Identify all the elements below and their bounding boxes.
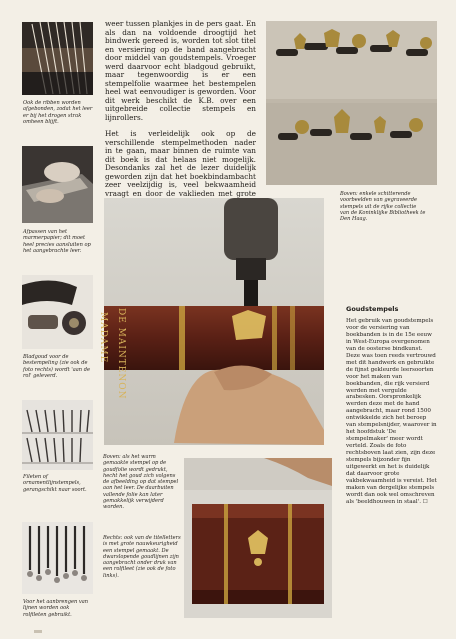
caption-gold-leaf: Bladgoud voor de bestempeling (zie ook de foto rechts) wordt 'aan de rol' geleverd. [23, 354, 90, 379]
sidebar-heading: Goudstempels [346, 305, 399, 313]
spine-title-line2: DE MAINTENON [116, 308, 126, 400]
photo-engraved-stamps-image [266, 21, 437, 185]
photo-fillet-tools-image [22, 400, 93, 470]
caption-middle: Boven: als het warm gemaakte stempel op de goudfolie wordt gedrukt, hecht het goud zich volgens de afbeelding op dat stempel aan het leer. De daarbuiten vallende folie kan later gemakkelijk verwijderd worden. [103, 454, 179, 511]
caption-bottom: Rechts: ook van de titelletters is met grote nauwkeurigheid een stempel gemaakt. De dwarslopende goudlijnen zijn aangebracht onder druk van een rolfileet (zie ook de foto links). [103, 535, 181, 579]
caption-marbled-paper: Afpassen van het marmerpapier; dit moet heel precies aansluiten op het aangebrachte leer. [23, 229, 91, 254]
photo-ribs-binding [22, 22, 93, 95]
photo-ribs-binding-image [22, 22, 93, 95]
paragraph-1: weer tussen plankjes in de pers gaat. En als dan na voldoende droogtijd het bindwerk gereed is, worden tot slot titel en versiering op de band aangebracht door middel van goudstempels. Vroeger werd daarvoor echt bladgoud gebruikt, maar tegenwoordig is er een stempelfolie waarmee het bestempelen heel wat eenvoudiger is geworden. Voor dit werk beschikt de K.B. over een uitgebreide collectie stempels en lijnrollers. [105, 19, 256, 122]
caption-fillets: Fileten of ornamentlijnstempels, gerangschikt naar soort. [23, 474, 87, 493]
caption-top-right: Boven: enkele schitterende voorbeelden van gegraveerde stempels uit de rijke collectie van de Koninklijke Bibliotheek te Den Haag. [340, 191, 426, 223]
photo-marbled-paper [22, 146, 93, 223]
photo-roll-fillets [22, 522, 93, 594]
caption-ribs: Ook de ribben worden afgebonden, zodat het leer er bij het drogen strak omheen blijft. [23, 100, 93, 125]
sidebar-text: Het gebruik van goudstempels voor de versiering van boekbanden is in de 15e eeuw in West-Europa overgenomen van de oosterse bindkunst. Deze was toen reeds vertrouwd met dit handwerk en gebruikte de fijnst gekleurde leersoorten voor het maken van boekbanden, die rijk versierd werden met vergulde arabesken. Oorspronkelijk werden deze met de hand aangebracht, maar rond 1500 ontwikkelde zich het beroep van stempelsnijder, waarover in het hoofdstuk 'De stempelmaker' meer wordt verteld. Zoals de foto rechtsboven laat zien, zijn deze stempels bijzonder fijn uitgewerkt en het is duidelijk dat daarvoor grote vakbekwaamheid is vereist. Het maken van dergelijke stempels wordt dan ook wel omschreven als 'beeldhouwen in staal'. ☐ [346, 318, 437, 505]
photo-stamping-spine [98, 198, 324, 445]
photo-gold-leaf-roll-image [22, 275, 93, 349]
spine-title-line1: MADAME [98, 312, 108, 364]
photo-title-stamp [184, 458, 332, 618]
photo-roll-fillets-image [22, 522, 93, 594]
page-mark [34, 630, 42, 633]
caption-roll-fillets: Voor het aanbrengen van lijnen worden ook rolfileten gebruikt. [23, 599, 89, 618]
photo-title-stamp-image [184, 458, 332, 618]
photo-marbled-paper-image [22, 146, 93, 223]
photo-gold-leaf-roll [22, 275, 93, 349]
paragraph-2: Het is verleidelijk ook op de verschillende stempelmethoden nader in te gaan, maar binnen de ruimte van dit boek is dat helaas niet mogelijk. Desondanks zal het de lezer duidelijk geworden zijn dat het boekbindambacht zeer veelzijdig is, veel bekwaamheid vraagt en door de vaklieden met grote [105, 129, 256, 198]
main-column-text [105, 20, 256, 207]
photo-engraved-stamps [266, 21, 437, 185]
photo-stamping-spine-image [104, 198, 324, 445]
photo-fillet-tools [22, 400, 93, 470]
